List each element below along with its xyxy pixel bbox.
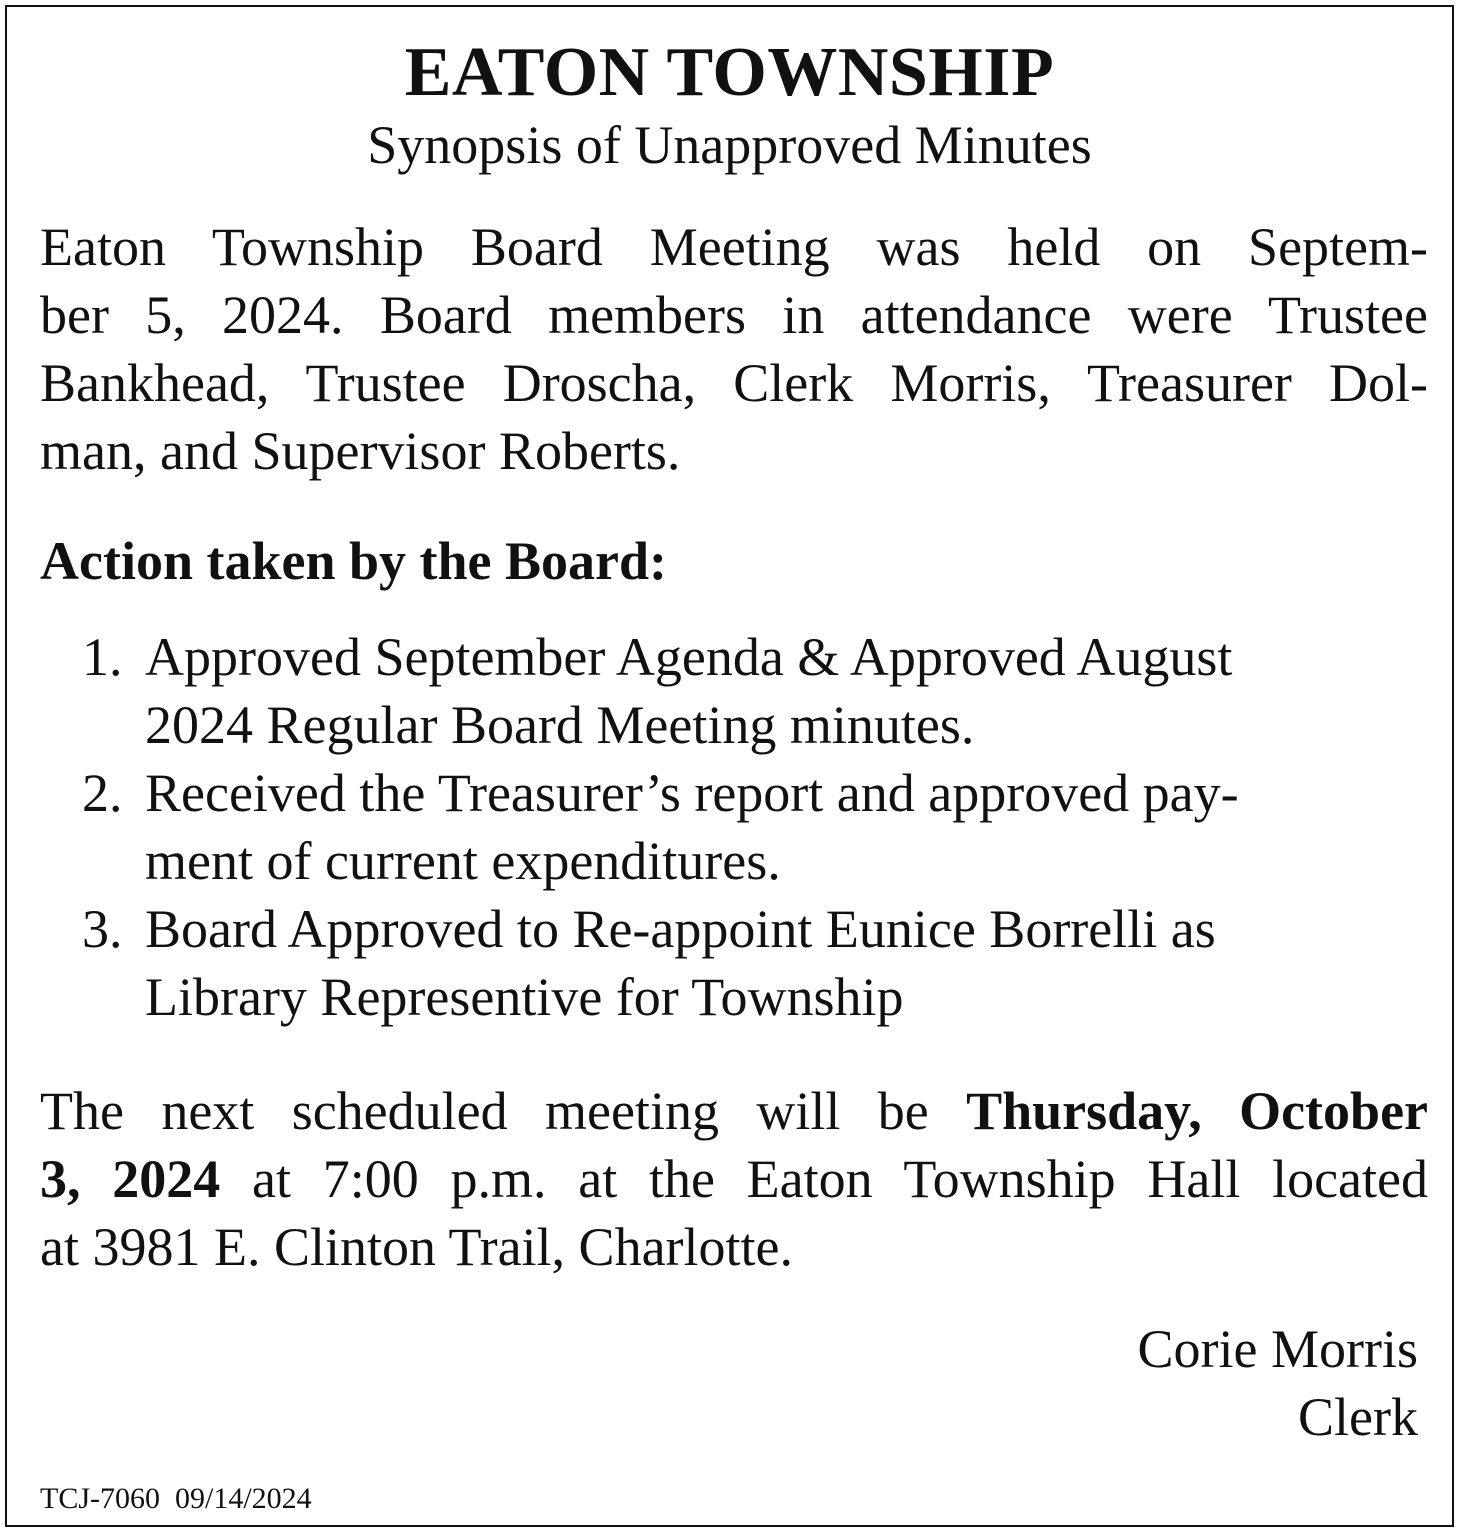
next-meeting-date: Thursday, October (966, 1081, 1429, 1141)
action-line: Approved September Agenda & Approved August (145, 627, 1233, 687)
action-line: ment of current expenditures. (145, 831, 781, 891)
action-item (40, 895, 1428, 1031)
action-line: Board Approved to Re-appoint Eunice Borrelli as (145, 899, 1216, 959)
signer-name: Corie Morris (1137, 1319, 1418, 1379)
intro-line: Eaton Township Board Meeting was held on Septem- (40, 217, 1428, 277)
public-notice (5, 5, 1454, 1527)
action-item (40, 759, 1428, 895)
next-meeting-text: The next scheduled meeting will be (40, 1081, 967, 1141)
action-line: Received the Treasurer’s report and approved pay- (145, 763, 1239, 823)
next-meeting-line: at 3981 E. Clinton Trail, Charlotte. (40, 1217, 793, 1277)
signer-role: Clerk (1298, 1387, 1418, 1447)
action-line: 2024 Regular Board Meeting minutes. (145, 695, 975, 755)
next-meeting-line (40, 1077, 1428, 1145)
next-meeting-paragraph (40, 1077, 1428, 1281)
action-number: 1. (82, 627, 123, 687)
action-item (40, 623, 1428, 759)
next-meeting-date: 3, 2024 (40, 1149, 221, 1209)
intro-line: man, and Supervisor Roberts. (40, 421, 681, 481)
action-number: 3. (82, 899, 123, 959)
next-meeting-text: at 7:00 p.m. at the Eaton Township Hall located (220, 1149, 1428, 1209)
notice-subtitle: Synopsis of Unapproved Minutes (367, 115, 1092, 175)
publication-reference: TCJ-7060 09/14/2024 (40, 1482, 312, 1515)
action-number: 2. (82, 763, 123, 823)
intro-line: ber 5, 2024. Board members in attendance were Trustee (40, 285, 1428, 345)
action-line: Library Representive for Township (145, 967, 904, 1027)
meeting-intro-paragraph (40, 213, 1428, 485)
notice-title: EATON TOWNSHIP (404, 34, 1055, 111)
signature-block (1138, 1315, 1418, 1451)
action-list (40, 623, 1428, 1031)
intro-line: Bankhead, Trustee Droscha, Clerk Morris, Treasurer Dol- (40, 353, 1428, 413)
next-meeting-line (40, 1145, 1428, 1213)
action-heading: Action taken by the Board: (40, 531, 668, 591)
